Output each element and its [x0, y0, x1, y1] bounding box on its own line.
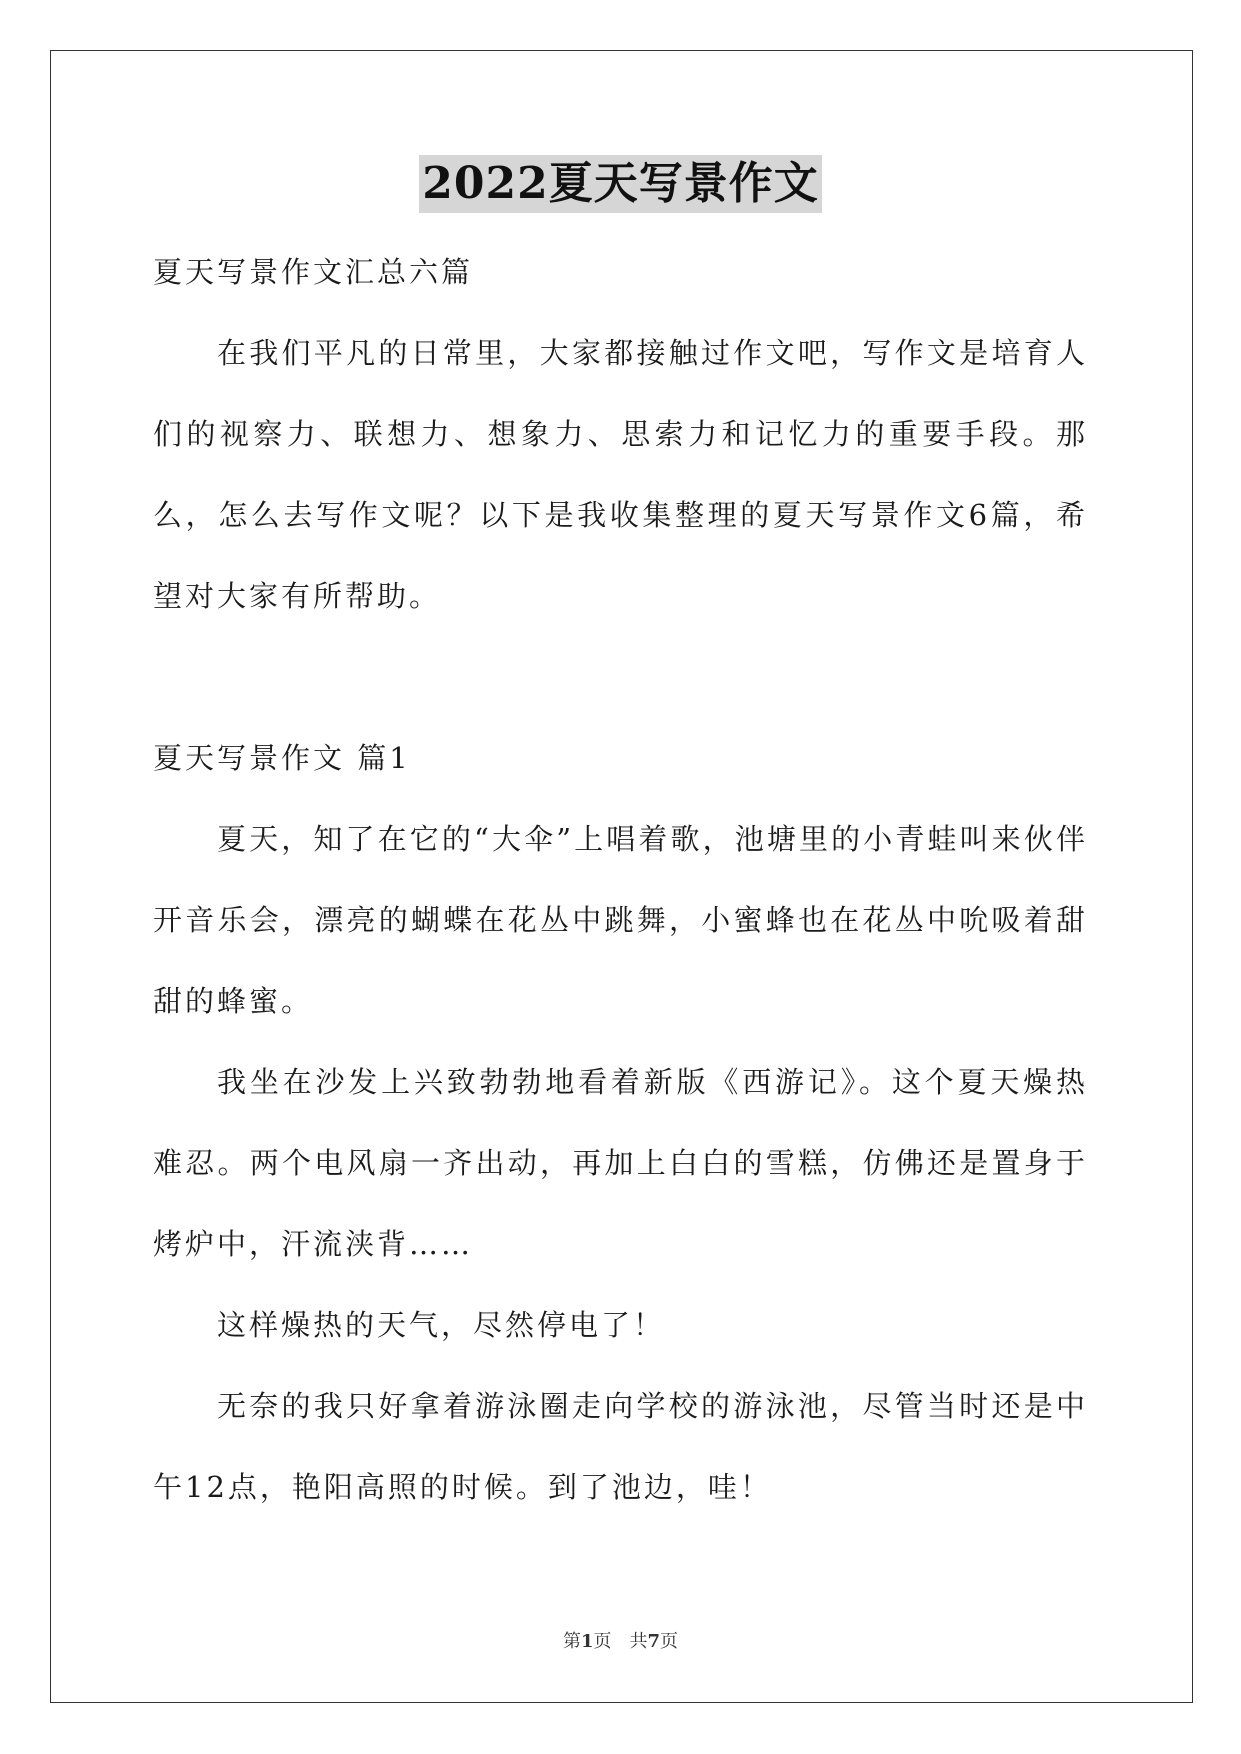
document-subtitle: 夏天写景作文汇总六篇: [153, 255, 474, 289]
page-suffix: 页: [593, 1631, 612, 1652]
body-paragraph-2: 我坐在沙发上兴致勃勃地看着新版《西游记》。这个夏天燥热难忍。两个电风扇一齐出动，再加上白白的雪糕，仿佛还是置身于烤炉中，汗流浃背……: [153, 1065, 1088, 1261]
total-suffix: 页: [660, 1631, 679, 1652]
intro-paragraph: 在我们平凡的日常里，大家都接触过作文吧，写作文是培育人们的视察力、联想力、想象力、思索力和记忆力的重要手段。那么，怎么去写作文呢？以下是我收集整理的夏天写景作文6篇，希望对大家有所帮助。: [153, 336, 1088, 613]
title-container: [0, 155, 1241, 213]
total-pages: 7: [647, 1631, 661, 1652]
body-paragraph-1: 夏天，知了在它的“大伞”上唱着歌，池塘里的小青蛙叫来伙伴开音乐会，漂亮的蝴蝶在花丛中跳舞，小蜜蜂也在花丛中吮吸着甜甜的蜂蜜。: [153, 822, 1088, 1018]
page-footer: [0, 1630, 1241, 1654]
page-number: 1: [580, 1631, 594, 1652]
document-body: [153, 232, 1088, 1528]
body-paragraph-3: 这样燥热的天气，尽然停电了！: [217, 1308, 666, 1342]
page-prefix: 第: [562, 1631, 581, 1652]
section-heading: 夏天写景作文 篇1: [153, 741, 411, 775]
body-paragraph-4: 无奈的我只好拿着游泳圈走向学校的游泳池，尽管当时还是中午12点，艳阳高照的时候。到了池边，哇！: [153, 1389, 1088, 1504]
document-title: 2022夏天写景作文: [419, 155, 821, 213]
total-prefix: 共: [629, 1631, 648, 1652]
